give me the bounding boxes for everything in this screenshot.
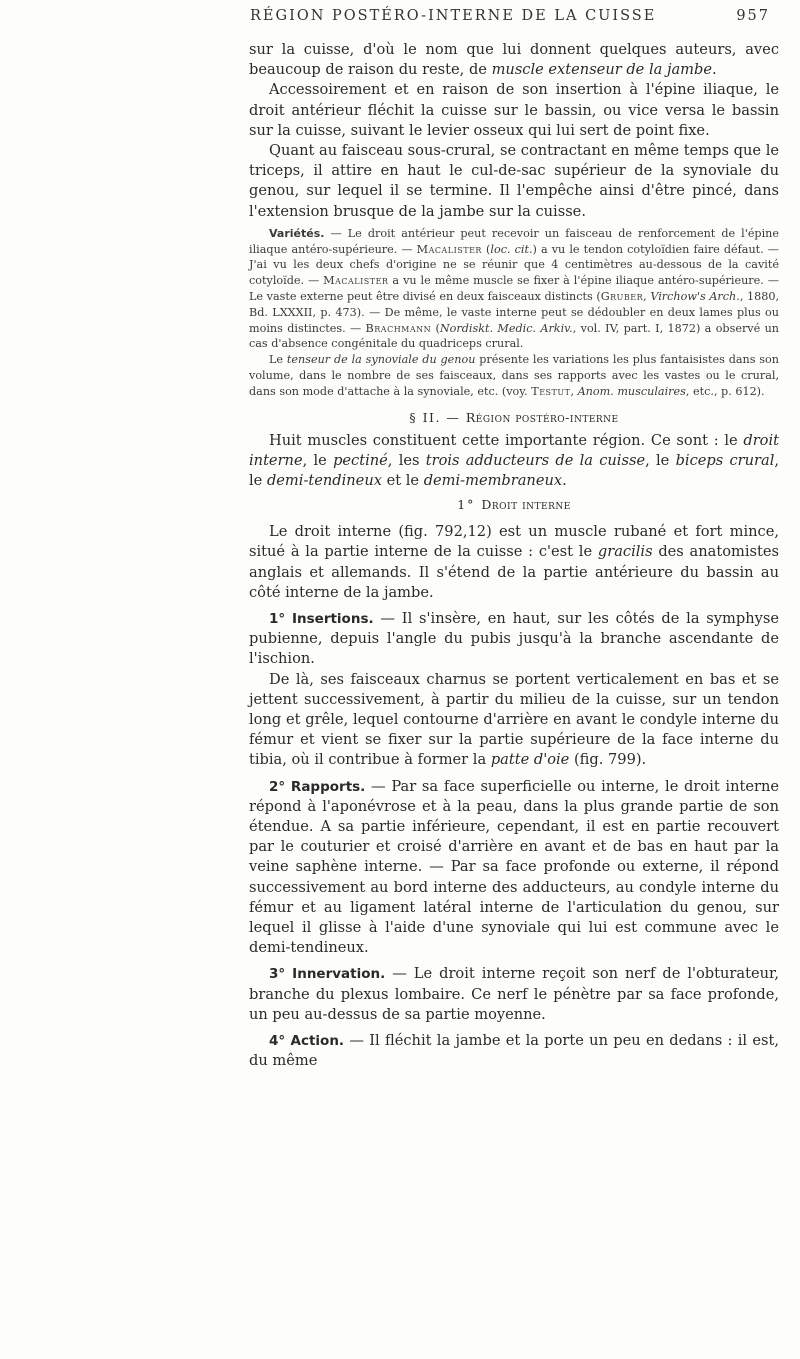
paragraph-insertions: 1° Insertions. — Il s'insère, en haut, sur les côtés de la symphyse pubienne, depuis l'angle du pubis jusqu'à la branche ascendante de l'ischion. — [249, 610, 779, 668]
paragraph-insertions-2: De là, ses faisceaux charnus se portent verticalement en bas et se jettent successivement, à partir du milieu de la cuisse, sur un tendon long et grêle, lequel contourne d'arrière en avant le condyle interne du fémur et vient se fixer sur la partie supérieure de la face interne du tibia, où il contribue à former la patte d'oie (fig. 799). — [249, 670, 779, 769]
heading-insertions: 1° Insertions. — [269, 611, 374, 628]
heading-varietes: Variétés. — [269, 226, 325, 240]
heading-action: 4° Action. — [269, 1033, 345, 1050]
heading-rapports: 2° Rapports. — [269, 778, 366, 795]
term-muscle-extenseur: muscle extenseur de la jambe — [491, 61, 712, 79]
paragraph-tenseur: Le tenseur de la synoviale du genou présente les variations les plus fantaisistes dans son volume, dans le nombre de ses faisceaux, dans ses rapports avec les vastes ou le crural, dans son mode d'attache à la synoviale, etc. (voy. Testut, Anom. musculaires, etc., p. 612). — [249, 353, 779, 398]
text-column — [249, 40, 779, 1071]
paragraph-innervation: 3° Innervation. — Le droit interne reçoit son nerf de l'obturateur, branche du plexus lombaire. Ce nerf le pénètre par sa face profonde, un peu au-dessus de sa partie moyenne. — [249, 965, 780, 1023]
paragraph-varietes: Variétés. — Le droit antérieur peut recevoir un faisceau de renforcement de l'épine iliaque antéro-supérieure. — Macalister (loc. cit.) a vu le tendon cotyloïdien faire défaut. — J'ai vu les deux chefs d'origine ne se réunir que 4 centimètres au-dessous de la cavité cotyloïde. — Macalister a vu le même muscle se fixer à l'épine iliaque antéro-supérieure. — Le vaste externe peut être divisé en deux faisceaux distincts (Gruber, Virchow's Arch., 1880, Bd. LXXXII, p. 473). — De même, le vaste interne peut se dédoubler en deux lames plus ou moins distinctes. — Brachmann (Nordiskt. Medic. Arkiv., vol. IV, part. I, 1872) a observé un cas d'absence congénitale du quadriceps crural. — [249, 226, 780, 351]
subsection-heading: 1° Droit interne — [457, 497, 571, 513]
paragraph-accessoirement: Accessoirement et en raison de son insertion à l'épine iliaque, le droit antérieur fléchit la cuisse sur le bassin, ou vice versa le bassin sur la cuisse, suivant le levier osseux qui lui sert de point fixe. — [249, 81, 779, 139]
paragraph-action: 4° Action. — Il fléchit la jambe et la porte un peu en dedans : il est, du même — [249, 1032, 779, 1070]
heading-innervation: 3° Innervation. — [269, 966, 386, 983]
page-number: 957 — [736, 8, 770, 24]
paragraph-intro: Huit muscles constituent cette importante région. Ce sont : le droit interne, le pectiné, les trois adducteurs de la cuisse, le biceps crural, le demi-tendineux et le demi-membraneux. — [249, 431, 780, 489]
paragraph-droit-interne: Le droit interne (fig. 792,12) est un muscle rubané et fort mince, situé à la partie interne de la cuisse : c'est le gracilis des anatomistes anglais et allemands. Il s'étend de la partie antérieure du bassin au côté interne de la jambe. — [249, 523, 779, 601]
paragraph-extenseur: sur la cuisse, d'où le nom que lui donnent quelques auteurs, avec beaucoup de raison du reste, de muscle extenseur de la jambe. — [249, 41, 779, 79]
paragraph-rapports: 2° Rapports. — Par sa face superficielle ou interne, le droit interne répond à l'aponévrose et à la peau, dans la plus grande partie de son étendue. A sa partie inférieure, cependant, il est en partie recouvert par le couturier et croisé d'arrière en avant et de bas en haut par la veine saphène interne. — Par sa face profonde ou externe, il répond successivement au bord interne des adducteurs, au condyle interne du fémur et au ligament latéral interne de l'articulation du genou, sur lequel il glisse à l'aide d'une synoviale qui lui est commune avec le demi-tendineux. — [249, 777, 779, 957]
paragraph-faisceau-sous-crural: Quant au faisceau sous-crural, se contractant en même temps que le triceps, il attire en haut le cul-de-sac supérieur de la synoviale du genou, sur lequel il se termine. Il l'empêche ainsi d'être pincé, dans l'extension brusque de la jambe sur la cuisse. — [249, 142, 779, 220]
running-title: RÉGION POSTÉRO-INTERNE DE LA CUISSE — [250, 8, 657, 24]
section-heading: § II. — Région postéro-interne — [409, 409, 619, 425]
